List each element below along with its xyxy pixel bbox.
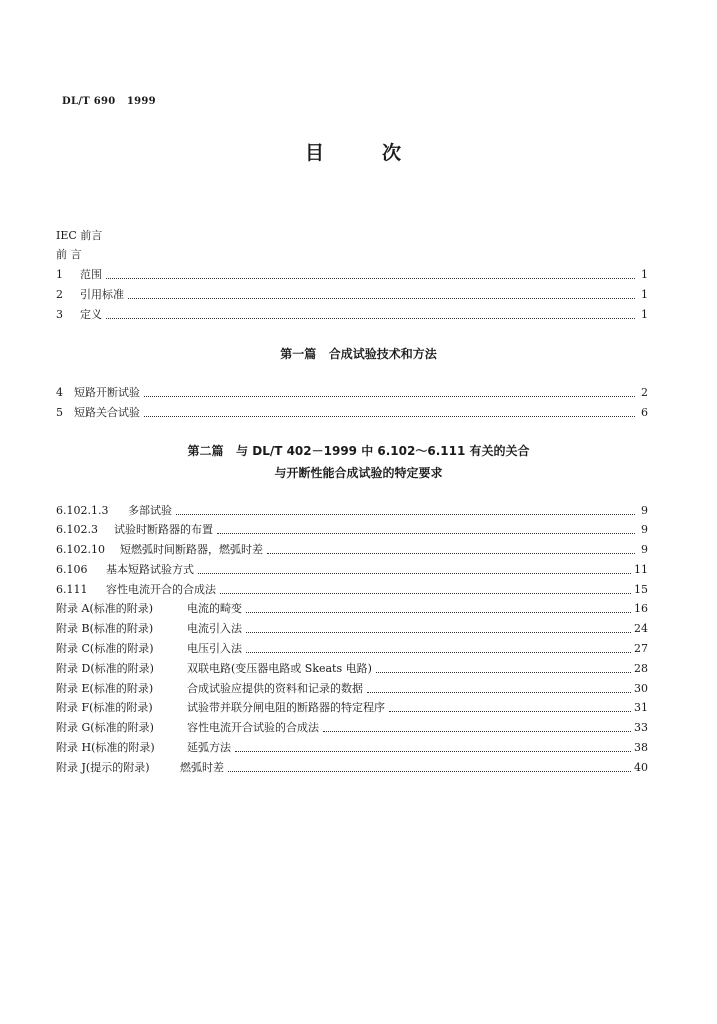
dot-leader: [389, 710, 631, 712]
toc-entry[interactable]: [56, 502, 648, 518]
toc-entry[interactable]: [56, 541, 648, 557]
toc-number: 6.102.3: [56, 523, 98, 536]
toc-number: 6.102.10: [56, 543, 105, 556]
toc-page-number: 15: [634, 583, 648, 596]
dot-leader: [246, 611, 631, 613]
dot-leader: [246, 651, 631, 653]
toc-entry[interactable]: [56, 404, 648, 420]
toc-title: 试验带并联分闸电阻的断路器的特定程序: [187, 701, 385, 714]
toc-title: 容性电流开合试验的合成法: [187, 721, 319, 734]
toc-entry[interactable]: [56, 384, 648, 400]
toc-number: 附录 F(标准的附录): [56, 701, 153, 714]
toc-page-number: 1: [641, 308, 648, 321]
toc-entry-appendix[interactable]: [56, 699, 648, 715]
toc-number: 6.102.1.3: [56, 504, 109, 517]
dot-leader: [267, 552, 635, 554]
toc-page-number: 16: [634, 602, 648, 615]
toc-page-number: 30: [634, 682, 648, 695]
toc-title: 范围: [80, 268, 102, 281]
toc-entry-appendix[interactable]: [56, 660, 648, 676]
toc-entry[interactable]: [56, 561, 648, 577]
toc-number: 附录 H(标准的附录): [56, 741, 155, 754]
toc-title: 试验时断路器的布置: [114, 523, 213, 536]
toc-number: 4: [56, 386, 63, 399]
toc-title: 燃弧时差: [180, 761, 224, 774]
dot-leader: [144, 395, 635, 397]
toc-number: 附录 G(标准的附录): [56, 721, 154, 734]
toc-page-number: 27: [634, 642, 648, 655]
part-one-heading: 第一篇 合成试验技术和方法: [280, 347, 437, 361]
toc-number: 附录 C(标准的附录): [56, 642, 154, 655]
toc-entry-appendix[interactable]: [56, 719, 648, 735]
dot-leader: [376, 671, 631, 673]
toc-page-number: 9: [641, 504, 648, 517]
toc-entry-appendix[interactable]: [56, 600, 648, 616]
toc-number: 附录 D(标准的附录): [56, 662, 154, 675]
toc-title: 双联电路(变压器电路或 Skeats 电路): [187, 662, 372, 675]
toc-entry-appendix[interactable]: [56, 739, 648, 755]
toc-number: 2: [56, 288, 63, 301]
toc-entry[interactable]: [56, 521, 648, 537]
toc-entry[interactable]: [56, 286, 648, 302]
toc-page-number: 1: [641, 268, 648, 281]
toc-entry-appendix[interactable]: [56, 680, 648, 696]
toc-title: 定义: [80, 308, 102, 321]
toc-page-number: 9: [641, 543, 648, 556]
dot-leader: [106, 317, 635, 319]
toc-title: 短燃弧时间断路器，燃弧时差: [120, 543, 263, 556]
toc-number: 附录 B(标准的附录): [56, 622, 154, 635]
toc-number: 1: [56, 268, 63, 281]
toc-page-number: 11: [634, 563, 648, 576]
dot-leader: [246, 631, 631, 633]
toc-page-number: 1: [641, 288, 648, 301]
toc-title: 短路关合试验: [74, 406, 140, 419]
document-code: DL/T 690 1999: [62, 96, 156, 107]
toc-title: 引用标准: [80, 288, 124, 301]
toc-title: 容性电流开合的合成法: [106, 583, 216, 596]
toc-title: 电流引入法: [187, 622, 242, 635]
toc-page-number: 40: [634, 761, 648, 774]
dot-leader: [228, 770, 631, 772]
toc-number: 6.106: [56, 563, 88, 576]
dot-leader: [220, 592, 631, 594]
toc-entry-appendix[interactable]: [56, 759, 648, 775]
dot-leader: [144, 415, 635, 417]
toc-title: 多部试验: [128, 504, 172, 517]
part-two-heading-line1: 第二篇 与 DL/T 402－1999 中 6.102～6.111 有关的关合: [187, 444, 530, 458]
toc-entry[interactable]: [56, 266, 648, 282]
toc-page-number: 38: [634, 741, 648, 754]
toc-entry[interactable]: [56, 306, 648, 322]
toc-number: 附录 A(标准的附录): [56, 602, 154, 615]
toc-page-number: 28: [634, 662, 648, 675]
dot-leader: [198, 572, 631, 574]
toc-page-number: 33: [634, 721, 648, 734]
dot-leader: [235, 750, 631, 752]
toc-number: 5: [56, 406, 63, 419]
toc-entry-appendix[interactable]: [56, 640, 648, 656]
toc-entry-appendix[interactable]: [56, 620, 648, 636]
toc-number: 附录 J(提示的附录): [56, 761, 150, 774]
toc-page-number: 24: [634, 622, 648, 635]
dot-leader: [323, 730, 631, 732]
part-two-heading-line2: 与开断性能合成试验的特定要求: [274, 466, 443, 480]
toc-number: 附录 E(标准的附录): [56, 682, 154, 695]
toc-number: 6.111: [56, 583, 88, 596]
toc-page-number: 6: [641, 406, 648, 419]
toc-number: 3: [56, 308, 63, 321]
dot-leader: [217, 532, 635, 534]
dot-leader: [176, 513, 635, 515]
dot-leader: [106, 277, 635, 279]
toc-title: 电流的畸变: [187, 602, 242, 615]
toc-page-number: 2: [641, 386, 648, 399]
dot-leader: [128, 297, 635, 299]
dot-leader: [367, 691, 631, 693]
toc-entry-foreword[interactable]: 前 言: [56, 248, 82, 261]
page-title: 目次: [305, 142, 460, 164]
toc-title: 基本短路试验方式: [106, 563, 194, 576]
toc-entry[interactable]: [56, 581, 648, 597]
toc-title: 合成试验应提供的资料和记录的数据: [187, 682, 363, 695]
toc-title: 短路开断试验: [74, 386, 140, 399]
toc-entry-iec-foreword[interactable]: IEC 前言: [56, 229, 103, 242]
toc-title: 电压引入法: [187, 642, 242, 655]
toc-page-number: 31: [634, 701, 648, 714]
toc-page-number: 9: [641, 523, 648, 536]
toc-title: 延弧方法: [187, 741, 231, 754]
